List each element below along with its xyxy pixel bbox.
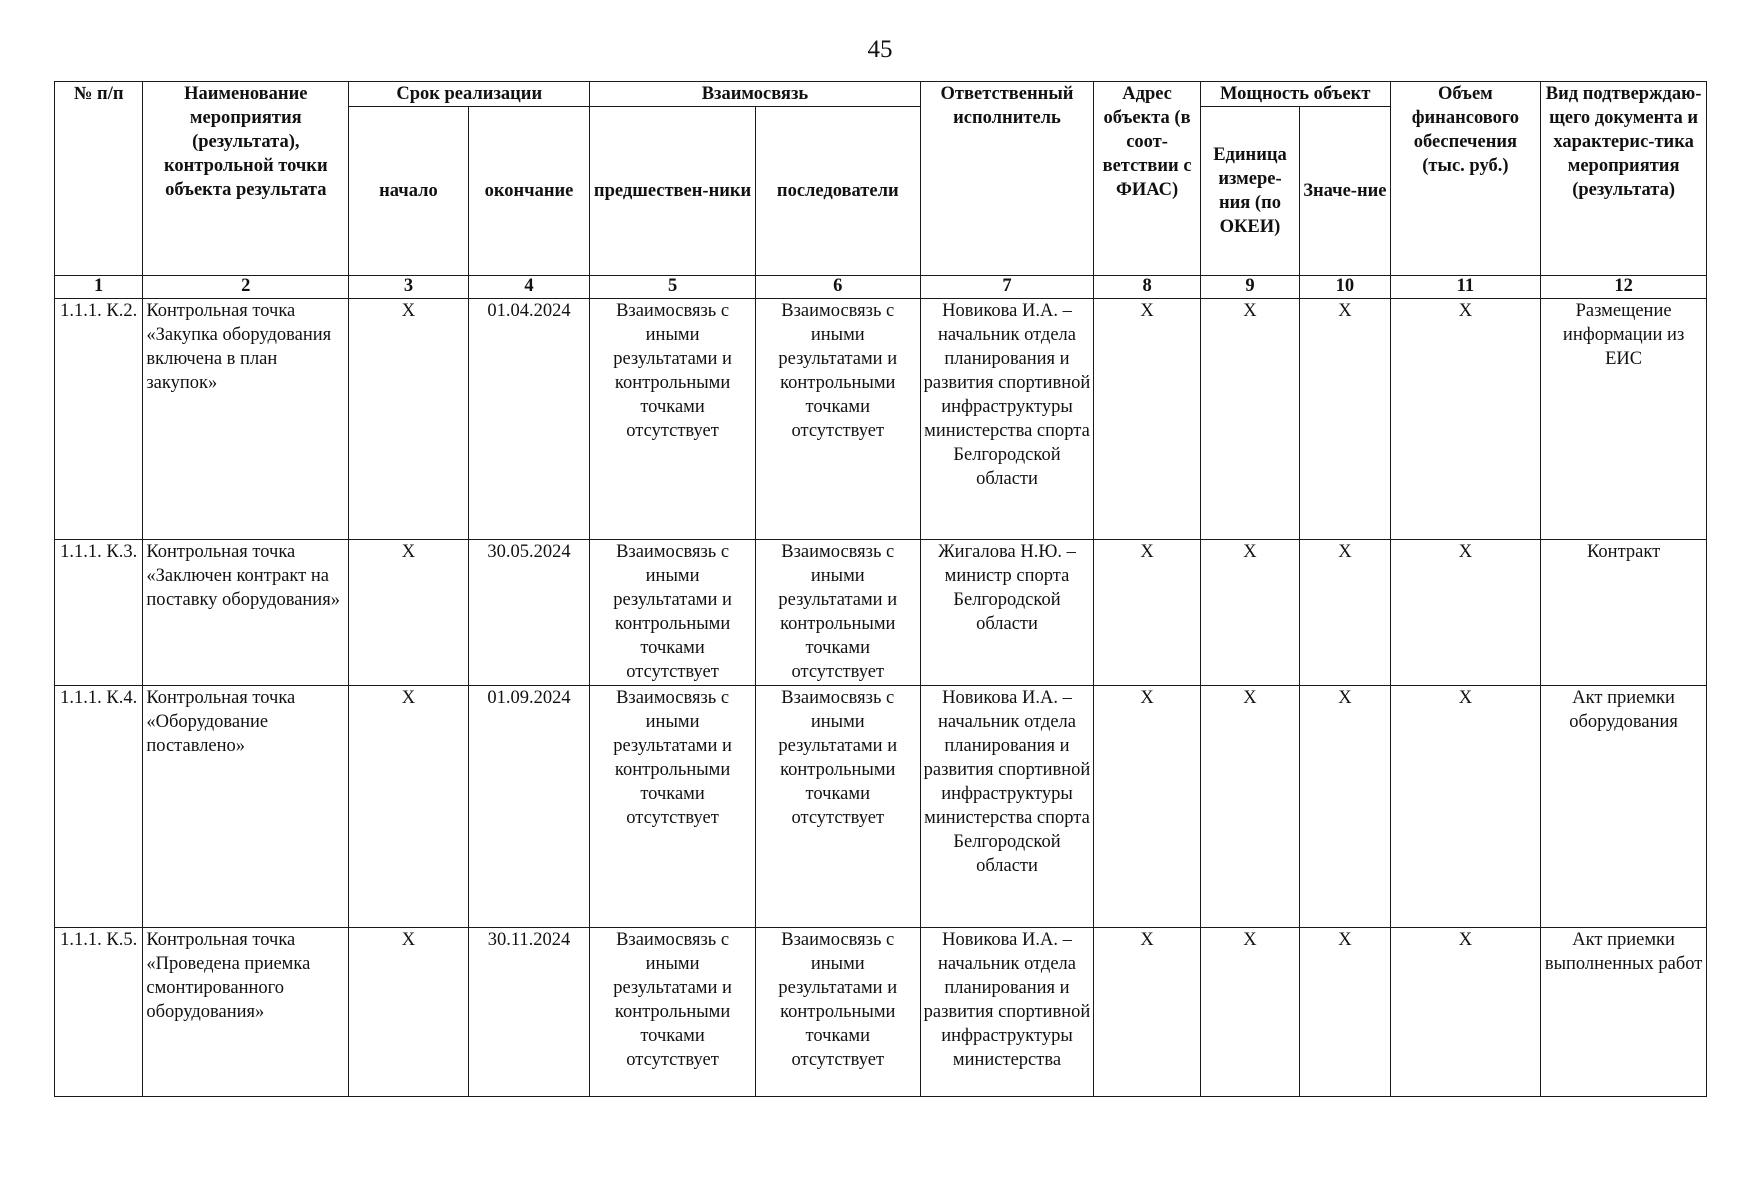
cell-responsible: Новикова И.А. – начальник отдела планирования и развития спортивной инфраструктуры министерства <box>920 928 1094 1097</box>
cell-unit: X <box>1200 299 1299 540</box>
cell-name: Контрольная точка «Закупка оборудования включена в план закупок» <box>143 299 349 540</box>
cell-doc: Размещение информации из ЕИС <box>1541 299 1707 540</box>
table-row <box>55 928 1707 1097</box>
cell-name: Контрольная точка «Заключен контракт на поставку оборудования» <box>143 540 349 686</box>
column-number: 7 <box>920 276 1094 299</box>
cell-num: 1.1.1. К.2. <box>55 299 143 540</box>
cell-doc: Контракт <box>1541 540 1707 686</box>
cell-num: 1.1.1. К.4. <box>55 686 143 928</box>
cell-name: Контрольная точка «Проведена приемка смонтированного оборудования» <box>143 928 349 1097</box>
cell-name: Контрольная точка «Оборудование поставлено» <box>143 686 349 928</box>
cell-finance: X <box>1390 928 1541 1097</box>
cell-address: X <box>1094 299 1200 540</box>
header-capacity: Мощность объект <box>1200 82 1390 107</box>
column-number: 12 <box>1541 276 1707 299</box>
cell-value: X <box>1300 928 1390 1097</box>
page-number: 45 <box>867 36 893 63</box>
header-predecessors: предшествен-ники <box>590 107 756 276</box>
cell-start: X <box>349 540 469 686</box>
column-number: 8 <box>1094 276 1200 299</box>
cell-successors: Взаимосвязь с иными результатами и контрольными точками отсутствует <box>755 686 920 928</box>
cell-address: X <box>1094 686 1200 928</box>
cell-end: 30.11.2024 <box>468 928 590 1097</box>
cell-unit: X <box>1200 540 1299 686</box>
header-responsible: Ответственный исполнитель <box>920 82 1094 276</box>
table-row <box>55 299 1707 540</box>
header-doc-type: Вид подтверждаю-щего документа и характерис-тика мероприятия (результата) <box>1541 82 1707 276</box>
header-unit: Единица измере-ния (по ОКЕИ) <box>1200 107 1299 276</box>
cell-finance: X <box>1390 686 1541 928</box>
header-start: начало <box>349 107 469 276</box>
header-num: № п/п <box>55 82 143 276</box>
column-number: 10 <box>1300 276 1390 299</box>
column-number: 2 <box>143 276 349 299</box>
control-points-table <box>54 81 1707 1097</box>
cell-start: X <box>349 299 469 540</box>
cell-successors: Взаимосвязь с иными результатами и контрольными точками отсутствует <box>755 299 920 540</box>
column-number: 5 <box>590 276 756 299</box>
header-name: Наименование мероприятия (результата), контрольной точки объекта результата <box>143 82 349 276</box>
cell-successors: Взаимосвязь с иными результатами и контрольными точками отсутствует <box>755 928 920 1097</box>
cell-predecessors: Взаимосвязь с иными результатами и контрольными точками отсутствует <box>590 686 756 928</box>
column-number: 3 <box>349 276 469 299</box>
header-finance: Объем финансового обеспечения (тыс. руб.) <box>1390 82 1541 276</box>
column-number: 11 <box>1390 276 1541 299</box>
cell-address: X <box>1094 540 1200 686</box>
cell-num: 1.1.1. К.3. <box>55 540 143 686</box>
cell-finance: X <box>1390 299 1541 540</box>
cell-predecessors: Взаимосвязь с иными результатами и контрольными точками отсутствует <box>590 540 756 686</box>
cell-num: 1.1.1. К.5. <box>55 928 143 1097</box>
column-number: 9 <box>1200 276 1299 299</box>
header-address: Адрес объекта (в соот-ветствии с ФИАС) <box>1094 82 1200 276</box>
cell-start: X <box>349 928 469 1097</box>
cell-value: X <box>1300 299 1390 540</box>
column-number: 6 <box>755 276 920 299</box>
header-successors: последователи <box>755 107 920 276</box>
header-relation: Взаимосвязь <box>590 82 920 107</box>
cell-successors: Взаимосвязь с иными результатами и контрольными точками отсутствует <box>755 540 920 686</box>
cell-address: X <box>1094 928 1200 1097</box>
header-end: окончание <box>468 107 590 276</box>
cell-end: 30.05.2024 <box>468 540 590 686</box>
table-row <box>55 686 1707 928</box>
cell-doc: Акт приемки выполненных работ <box>1541 928 1707 1097</box>
column-number: 4 <box>468 276 590 299</box>
cell-responsible: Новикова И.А. – начальник отдела планирования и развития спортивной инфраструктуры министерства спорта Белгородской области <box>920 686 1094 928</box>
cell-unit: X <box>1200 686 1299 928</box>
cell-start: X <box>349 686 469 928</box>
cell-responsible: Новикова И.А. – начальник отдела планирования и развития спортивной инфраструктуры министерства спорта Белгородской области <box>920 299 1094 540</box>
cell-predecessors: Взаимосвязь с иными результатами и контрольными точками отсутствует <box>590 299 756 540</box>
cell-responsible: Жигалова Н.Ю. – министр спорта Белгородской области <box>920 540 1094 686</box>
cell-predecessors: Взаимосвязь с иными результатами и контрольными точками отсутствует <box>590 928 756 1097</box>
cell-doc: Акт приемки оборудования <box>1541 686 1707 928</box>
header-value: Значе-ние <box>1300 107 1390 276</box>
cell-value: X <box>1300 686 1390 928</box>
table-row <box>55 540 1707 686</box>
column-number: 1 <box>55 276 143 299</box>
cell-value: X <box>1300 540 1390 686</box>
cell-unit: X <box>1200 928 1299 1097</box>
cell-end: 01.09.2024 <box>468 686 590 928</box>
header-period: Срок реализации <box>349 82 590 107</box>
cell-end: 01.04.2024 <box>468 299 590 540</box>
cell-finance: X <box>1390 540 1541 686</box>
